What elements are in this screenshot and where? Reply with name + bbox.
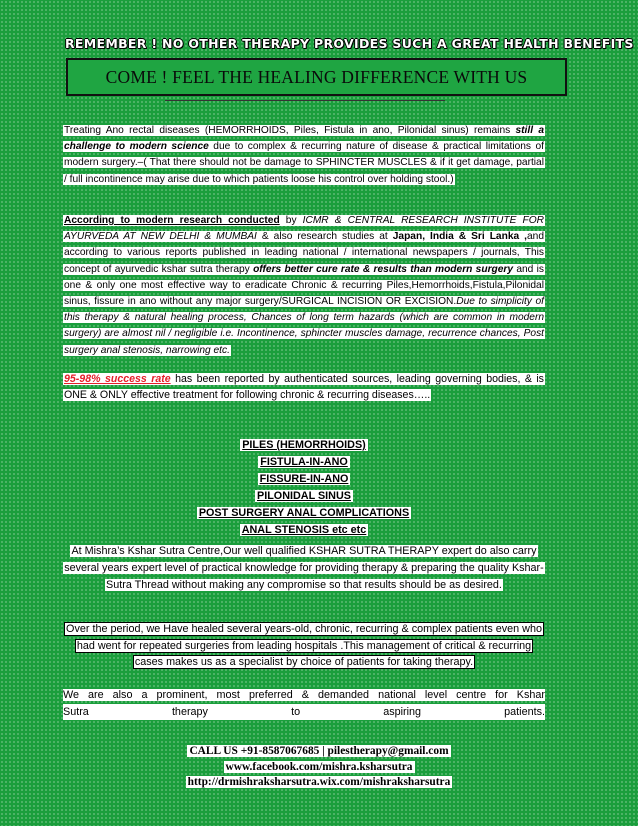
contact-footer [0,744,638,791]
list-item [63,505,545,522]
disease-item: PILES (HEMORRHOIDS) [242,439,366,451]
title-underline [165,100,445,101]
research-text-f: and according to various reports published in leading national / international newspapers / journals, This concept of ayurvedic kshar sutra therapy [64,231,544,275]
disease-item: FISTULA-IN-ANO [260,456,348,468]
success-rate: 95-98% success rate [64,373,171,385]
intro-paragraph [63,123,545,188]
prominence-line1: We are also a prominent, most preferred & demanded national level centre for Kshar [63,689,545,701]
word: aspiring [383,705,422,718]
word: Sutra [63,705,89,718]
intro-text-c: due to complex & recurring nature of disease & practical limitations of modern surgery.–( That there should not be damage to SPHINCTER MUSCLES & if it get damage, partial / full incontinence may arise due to which patients loose his control over holding stool.) [64,141,544,185]
centre-text: At Mishra’s Kshar Sutra Centre,Our well qualified KSHAR SUTRA THERAPY expert do also carry several years expert level of practical knowledge for providing therapy & preparing the quality Kshar-Sutra Thread without making any compromise so that results should be as desired. [64,545,544,592]
intro-text-a: Treating Ano rectal diseases (HEMORRHOIDS, Piles, Fistula in ano, Pilonidal sinus) remains [64,125,516,136]
centre-paragraph [63,543,545,595]
list-item [63,471,545,488]
research-claim: offers better cure rate & results than modern surgery [253,263,514,275]
website-link[interactable]: http://drmishraksharsutra.wix.com/mishraksharsutra [187,776,451,788]
research-countries: Japan, India & Sri Lanka , [392,231,527,243]
disease-list [63,437,545,539]
disease-item: FISSURE-IN-ANO [259,473,349,485]
disease-item: ANAL STENOSIS etc etc [241,524,367,536]
research-text-b: by [279,215,303,226]
facebook-link[interactable]: www.facebook.com/mishra.ksharsutra [225,760,413,773]
contact-phone-email[interactable]: CALL US +91-8587067685 | pilestherapy@gmail.com [189,745,449,757]
list-item [63,522,545,539]
word: therapy [171,705,208,718]
experience-paragraph [63,621,545,671]
disease-item: PILONIDAL SINUS [257,490,351,502]
title-box [66,58,567,96]
disease-item: POST SURGERY ANAL COMPLICATIONS [198,507,410,519]
page-title: COME ! FEEL THE HEALING DIFFERENCE WITH US [105,66,528,87]
word: to [291,705,301,718]
research-paragraph [63,213,545,359]
list-item [63,454,545,471]
intro-emphasis: still a challenge to modern science [64,125,545,153]
word: patients. [504,705,545,718]
prominence-line2 [63,704,545,721]
research-text-d: & also research studies at [256,231,393,243]
success-text: has been reported by authenticated sources, leading governing bodies, & is ONE & ONLY effective treatment for following chronic & recurring diseases….. [64,373,544,402]
banner-headline: REMEMBER ! NO OTHER THERAPY PROVIDES SUCH A GREAT HEALTH BENEFITS [65,36,634,51]
prominence-paragraph [63,687,545,720]
research-institutes: ICMR & CENTRAL RESEARCH INSTITUTE FOR AYURVEDA AT NEW DELHI & MUMBAI [64,215,545,243]
success-paragraph [63,371,545,404]
experience-text: Over the period, we Have healed several years-old, chronic, recurring & complex patients even who had went for repeated surgeries from leading hospitals .This management of critical & recurring cases makes us as a specialist by choice of patients for taking therapy. [66,623,542,669]
research-benefits: Due to simplicity of this therapy & natural healing process, Chances of long term hazards (which are common in modern surgery) are almost nil / negligible i.e. Incontinence, sphincter muscles damage, recurrence chances, Post surgery anal stenosis, narrowing etc. [64,296,544,356]
list-item [63,488,545,505]
list-item [63,437,545,454]
research-heading: According to modern research conducted [64,215,280,226]
research-text-h: and is one & only one most effective way to eradicate Chronic & recurring Piles,Hemorrhoids,Fistula,Pilonidal sinus, fissure in ano without any major surgery/SURGICAL INCISION OR EXCISION. [64,263,545,308]
